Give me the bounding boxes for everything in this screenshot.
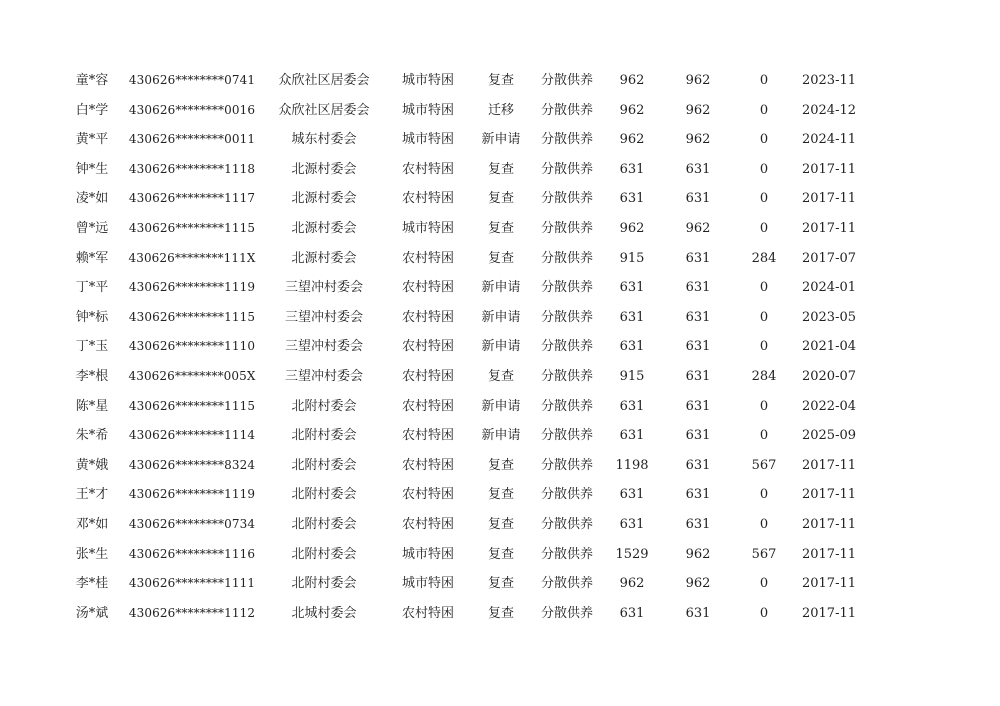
start-date-cell: 2017-11 <box>801 576 857 592</box>
review-status-cell: 新申请 <box>481 398 521 414</box>
standard-amount-cell: 1529 <box>615 546 649 562</box>
id-number-cell: 430626********1118 <box>128 161 256 176</box>
base-amount-cell: 631 <box>685 457 711 473</box>
support-mode-cell: 分散供养 <box>540 368 593 384</box>
id-number-cell: 430626********1119 <box>128 487 256 502</box>
standard-amount-cell: 631 <box>619 398 645 414</box>
start-date-cell: 2017-11 <box>801 220 857 236</box>
standard-amount-cell: 962 <box>619 576 645 592</box>
id-number-cell: 430626********0016 <box>128 102 256 117</box>
standard-amount-cell: 962 <box>619 73 645 88</box>
id-number-cell: 430626********0741 <box>128 73 256 87</box>
id-number-cell: 430626********1115 <box>128 220 256 235</box>
committee-name-cell: 北附村委会 <box>291 457 357 473</box>
start-date-cell: 2017-07 <box>801 250 857 266</box>
assistance-type-cell: 农村特困 <box>401 487 454 503</box>
table-row <box>0 96 1000 126</box>
review-status-cell: 复查 <box>487 73 514 88</box>
standard-amount-cell: 631 <box>619 487 645 503</box>
standard-amount-cell: 631 <box>619 280 645 296</box>
support-mode-cell: 分散供养 <box>540 73 593 88</box>
extra-amount-cell: 0 <box>759 161 769 177</box>
person-name-cell: 曾*远 <box>75 220 109 236</box>
assistance-type-cell: 农村特困 <box>401 457 454 473</box>
base-amount-cell: 631 <box>685 161 711 177</box>
review-status-cell: 新申请 <box>481 309 521 325</box>
person-name-cell: 汤*斌 <box>75 605 109 621</box>
assistance-type-cell: 农村特困 <box>401 428 454 444</box>
start-date-cell: 2023-11 <box>801 73 857 88</box>
review-status-cell: 复查 <box>487 516 514 532</box>
standard-amount-cell: 962 <box>619 220 645 236</box>
base-amount-cell: 631 <box>685 428 711 444</box>
start-date-cell: 2017-11 <box>801 457 857 473</box>
table-row <box>0 599 1000 629</box>
support-mode-cell: 分散供养 <box>540 546 593 562</box>
committee-name-cell: 三望冲村委会 <box>284 339 363 355</box>
base-amount-cell: 962 <box>685 576 711 592</box>
assistance-type-cell: 城市特困 <box>401 546 454 562</box>
review-status-cell: 新申请 <box>481 339 521 355</box>
committee-name-cell: 众欣社区居委会 <box>278 73 370 88</box>
table-row <box>0 421 1000 451</box>
committee-name-cell: 三望冲村委会 <box>284 309 363 325</box>
assistance-type-cell: 城市特困 <box>401 132 454 148</box>
base-amount-cell: 631 <box>685 487 711 503</box>
support-mode-cell: 分散供养 <box>540 457 593 473</box>
standard-amount-cell: 631 <box>619 191 645 207</box>
table-row <box>0 392 1000 422</box>
extra-amount-cell: 0 <box>759 487 769 503</box>
start-date-cell: 2017-11 <box>801 487 857 503</box>
table-row <box>0 184 1000 214</box>
id-number-cell: 430626********8324 <box>128 457 256 472</box>
review-status-cell: 新申请 <box>481 132 521 148</box>
id-number-cell: 430626********1115 <box>128 309 256 324</box>
extra-amount-cell: 0 <box>759 309 769 325</box>
support-mode-cell: 分散供养 <box>540 132 593 148</box>
id-number-cell: 430626********0011 <box>128 132 256 147</box>
extra-amount-cell: 0 <box>759 191 769 207</box>
table-row <box>0 273 1000 303</box>
assistance-type-cell: 农村特困 <box>401 280 454 296</box>
review-status-cell: 复查 <box>487 487 514 503</box>
committee-name-cell: 北源村委会 <box>291 191 357 207</box>
person-name-cell: 赖*军 <box>75 250 109 266</box>
extra-amount-cell: 0 <box>759 132 769 148</box>
review-status-cell: 复查 <box>487 546 514 562</box>
person-name-cell: 邓*如 <box>75 516 109 532</box>
base-amount-cell: 962 <box>685 102 711 118</box>
person-name-cell: 陈*星 <box>75 398 109 414</box>
base-amount-cell: 631 <box>685 280 711 296</box>
standard-amount-cell: 915 <box>619 368 645 384</box>
person-name-cell: 凌*如 <box>75 191 109 207</box>
table-row <box>0 303 1000 333</box>
start-date-cell: 2017-11 <box>801 605 857 621</box>
committee-name-cell: 北源村委会 <box>291 250 357 266</box>
support-mode-cell: 分散供养 <box>540 428 593 444</box>
data-table <box>0 66 1000 628</box>
person-name-cell: 张*生 <box>75 546 109 562</box>
review-status-cell: 复查 <box>487 250 514 266</box>
id-number-cell: 430626********0734 <box>128 516 256 531</box>
review-status-cell: 复查 <box>487 457 514 473</box>
person-name-cell: 丁*平 <box>75 280 109 296</box>
review-status-cell: 新申请 <box>481 428 521 444</box>
base-amount-cell: 631 <box>685 191 711 207</box>
support-mode-cell: 分散供养 <box>540 516 593 532</box>
person-name-cell: 钟*生 <box>75 161 109 177</box>
table-row <box>0 480 1000 510</box>
person-name-cell: 朱*希 <box>75 428 109 444</box>
support-mode-cell: 分散供养 <box>540 487 593 503</box>
review-status-cell: 复查 <box>487 161 514 177</box>
standard-amount-cell: 631 <box>619 309 645 325</box>
extra-amount-cell: 0 <box>759 220 769 236</box>
committee-name-cell: 北附村委会 <box>291 546 357 562</box>
extra-amount-cell: 284 <box>751 250 777 266</box>
person-name-cell: 黄*平 <box>75 132 109 148</box>
base-amount-cell: 631 <box>685 309 711 325</box>
base-amount-cell: 631 <box>685 250 711 266</box>
extra-amount-cell: 0 <box>759 576 769 592</box>
person-name-cell: 童*容 <box>75 73 109 88</box>
assistance-type-cell: 城市特困 <box>401 102 454 118</box>
review-status-cell: 复查 <box>487 220 514 236</box>
base-amount-cell: 962 <box>685 546 711 562</box>
review-status-cell: 新申请 <box>481 280 521 296</box>
committee-name-cell: 三望冲村委会 <box>284 368 363 384</box>
extra-amount-cell: 567 <box>751 457 777 473</box>
extra-amount-cell: 0 <box>759 280 769 296</box>
support-mode-cell: 分散供养 <box>540 398 593 414</box>
id-number-cell: 430626********1115 <box>128 398 256 413</box>
table-row <box>0 125 1000 155</box>
extra-amount-cell: 0 <box>759 516 769 532</box>
assistance-type-cell: 城市特困 <box>401 220 454 236</box>
assistance-type-cell: 农村特困 <box>401 398 454 414</box>
table-row <box>0 66 1000 96</box>
start-date-cell: 2022-04 <box>801 398 857 414</box>
table-row <box>0 244 1000 274</box>
base-amount-cell: 962 <box>685 220 711 236</box>
person-name-cell: 李*桂 <box>75 576 109 592</box>
extra-amount-cell: 0 <box>759 605 769 621</box>
standard-amount-cell: 631 <box>619 339 645 355</box>
support-mode-cell: 分散供养 <box>540 339 593 355</box>
table-row <box>0 214 1000 244</box>
id-number-cell: 430626********1117 <box>128 191 256 206</box>
support-mode-cell: 分散供养 <box>540 102 593 118</box>
table-row <box>0 332 1000 362</box>
base-amount-cell: 631 <box>685 368 711 384</box>
table-row <box>0 155 1000 185</box>
support-mode-cell: 分散供养 <box>540 220 593 236</box>
id-number-cell: 430626********1112 <box>128 605 256 620</box>
standard-amount-cell: 962 <box>619 102 645 118</box>
assistance-type-cell: 农村特困 <box>401 250 454 266</box>
start-date-cell: 2017-11 <box>801 546 857 562</box>
table-row <box>0 510 1000 540</box>
base-amount-cell: 962 <box>685 73 711 88</box>
assistance-type-cell: 农村特困 <box>401 368 454 384</box>
committee-name-cell: 北附村委会 <box>291 516 357 532</box>
review-status-cell: 复查 <box>487 368 514 384</box>
standard-amount-cell: 631 <box>619 161 645 177</box>
start-date-cell: 2024-11 <box>801 132 857 148</box>
committee-name-cell: 北附村委会 <box>291 487 357 503</box>
committee-name-cell: 北附村委会 <box>291 398 357 414</box>
standard-amount-cell: 631 <box>619 428 645 444</box>
start-date-cell: 2023-05 <box>801 309 857 325</box>
id-number-cell: 430626********1114 <box>128 428 256 443</box>
start-date-cell: 2024-01 <box>801 280 857 296</box>
base-amount-cell: 631 <box>685 516 711 532</box>
id-number-cell: 430626********1116 <box>128 546 256 561</box>
review-status-cell: 复查 <box>487 576 514 592</box>
standard-amount-cell: 631 <box>619 516 645 532</box>
support-mode-cell: 分散供养 <box>540 280 593 296</box>
start-date-cell: 2024-12 <box>801 102 857 118</box>
id-number-cell: 430626********1119 <box>128 280 256 295</box>
assistance-type-cell: 农村特困 <box>401 191 454 207</box>
extra-amount-cell: 0 <box>759 339 769 355</box>
assistance-type-cell: 农村特困 <box>401 161 454 177</box>
person-name-cell: 白*学 <box>75 102 109 118</box>
extra-amount-cell: 0 <box>759 428 769 444</box>
person-name-cell: 钟*标 <box>75 309 109 325</box>
start-date-cell: 2017-11 <box>801 516 857 532</box>
assistance-type-cell: 农村特困 <box>401 339 454 355</box>
extra-amount-cell: 284 <box>751 368 777 384</box>
support-mode-cell: 分散供养 <box>540 576 593 592</box>
assistance-type-cell: 农村特困 <box>401 309 454 325</box>
start-date-cell: 2017-11 <box>801 191 857 207</box>
standard-amount-cell: 631 <box>619 605 645 621</box>
start-date-cell: 2025-09 <box>801 428 857 444</box>
start-date-cell: 2021-04 <box>801 339 857 355</box>
person-name-cell: 王*才 <box>75 487 109 503</box>
committee-name-cell: 北附村委会 <box>291 428 357 444</box>
table-row <box>0 569 1000 599</box>
committee-name-cell: 北源村委会 <box>291 161 357 177</box>
id-number-cell: 430626********005X <box>128 368 256 383</box>
standard-amount-cell: 962 <box>619 132 645 148</box>
person-name-cell: 李*根 <box>75 368 109 384</box>
review-status-cell: 复查 <box>487 605 514 621</box>
review-status-cell: 迁移 <box>487 102 514 118</box>
support-mode-cell: 分散供养 <box>540 605 593 621</box>
assistance-type-cell: 农村特困 <box>401 605 454 621</box>
table-row <box>0 451 1000 481</box>
support-mode-cell: 分散供养 <box>540 161 593 177</box>
base-amount-cell: 631 <box>685 605 711 621</box>
committee-name-cell: 三望冲村委会 <box>284 280 363 296</box>
committee-name-cell: 北附村委会 <box>291 576 357 592</box>
id-number-cell: 430626********111X <box>128 250 256 265</box>
support-mode-cell: 分散供养 <box>540 309 593 325</box>
assistance-type-cell: 城市特困 <box>401 576 454 592</box>
extra-amount-cell: 0 <box>759 102 769 118</box>
table-row <box>0 362 1000 392</box>
assistance-type-cell: 农村特困 <box>401 516 454 532</box>
committee-name-cell: 北源村委会 <box>291 220 357 236</box>
base-amount-cell: 962 <box>685 132 711 148</box>
committee-name-cell: 众欣社区居委会 <box>278 102 370 118</box>
person-name-cell: 黄*娥 <box>75 457 109 473</box>
id-number-cell: 430626********1110 <box>128 339 256 354</box>
start-date-cell: 2017-11 <box>801 161 857 177</box>
person-name-cell: 丁*玉 <box>75 339 109 355</box>
table-row <box>0 540 1000 570</box>
standard-amount-cell: 915 <box>619 250 645 266</box>
extra-amount-cell: 567 <box>751 546 777 562</box>
id-number-cell: 430626********1111 <box>128 576 256 591</box>
support-mode-cell: 分散供养 <box>540 250 593 266</box>
base-amount-cell: 631 <box>685 339 711 355</box>
support-mode-cell: 分散供养 <box>540 191 593 207</box>
assistance-type-cell: 城市特困 <box>401 73 454 88</box>
extra-amount-cell: 0 <box>759 73 769 88</box>
extra-amount-cell: 0 <box>759 398 769 414</box>
committee-name-cell: 城东村委会 <box>291 132 357 148</box>
start-date-cell: 2020-07 <box>801 368 857 384</box>
committee-name-cell: 北城村委会 <box>291 605 357 621</box>
review-status-cell: 复查 <box>487 191 514 207</box>
base-amount-cell: 631 <box>685 398 711 414</box>
standard-amount-cell: 1198 <box>615 457 649 473</box>
